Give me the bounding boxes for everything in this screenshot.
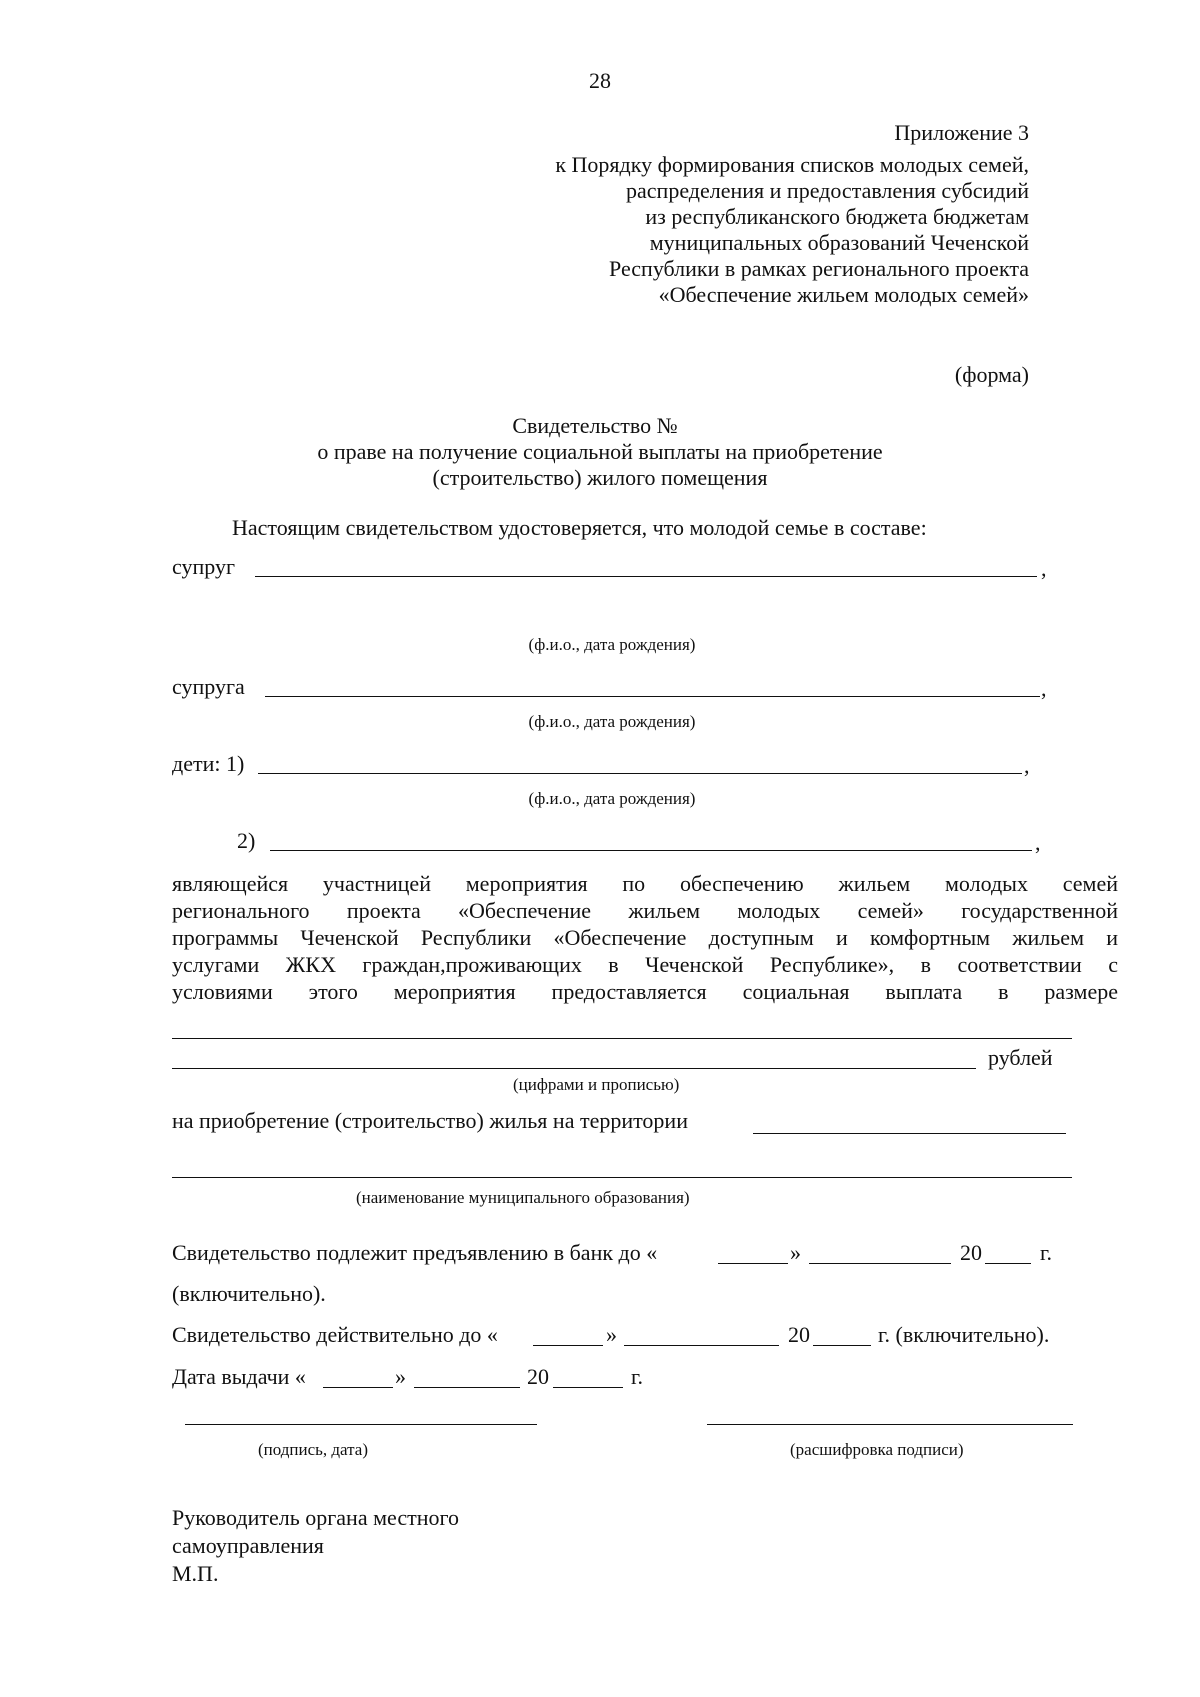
issue-month-field[interactable] — [414, 1387, 520, 1388]
bank-deadline-text: Свидетельство подлежит предъявлению в банк до « — [172, 1240, 658, 1265]
bank-year-suffix: г. — [1040, 1240, 1053, 1265]
appendix-line: муниципальных образований Чеченской — [649, 230, 1029, 255]
spouse-m-field[interactable] — [255, 576, 1037, 577]
form-label: (форма) — [954, 362, 1029, 387]
bank-quote-close: » — [790, 1240, 801, 1265]
bank-year-field[interactable] — [985, 1263, 1031, 1264]
valid-until-text: Свидетельство действительно до « — [172, 1322, 498, 1347]
issue-quote-close: » — [395, 1364, 406, 1389]
signature-field[interactable] — [185, 1424, 537, 1425]
issue-year-field[interactable] — [553, 1387, 623, 1388]
bank-month-field[interactable] — [809, 1263, 951, 1264]
spouse-f-comma: , — [1041, 676, 1047, 701]
certificate-title — [0, 413, 1200, 439]
body-line: являющейся участницей мероприятия по обеспечению жильем молодых семей — [172, 871, 1118, 896]
children-label: дети: 1) — [172, 751, 245, 776]
child-1-field[interactable] — [258, 773, 1022, 774]
child-1-hint: (ф.и.о., дата рождения) — [528, 789, 696, 808]
valid-year-prefix: 20 — [788, 1322, 810, 1347]
body-line: услугами ЖКХ граждан,проживающих в Чеченской Республике», в соответствии с — [172, 952, 1118, 977]
intro-text: Настоящим свидетельством удостоверяется, что молодой семье в составе: — [232, 515, 927, 540]
appendix-line: к Порядку формирования списков молодых семей, — [555, 152, 1029, 177]
spouse-f-label: супруга — [172, 674, 245, 699]
appendix-line: Республики в рамках регионального проекта — [609, 256, 1029, 281]
appendix-line: «Обеспечение жильем молодых семей» — [658, 282, 1029, 307]
amount-currency: рублей — [988, 1045, 1053, 1070]
body-line: регионального проекта «Обеспечение жильем молодых семей» государственной — [172, 898, 1118, 923]
territory-field-inline[interactable] — [753, 1133, 1066, 1134]
appendix-line: из республиканского бюджета бюджетам — [645, 204, 1029, 229]
signature-decoding-hint: (расшифровка подписи) — [790, 1440, 964, 1459]
signature-decoding-field[interactable] — [707, 1424, 1073, 1425]
spouse-f-hint: (ф.и.о., дата рождения) — [528, 712, 696, 731]
issue-year-suffix: г. — [631, 1364, 644, 1389]
spouse-f-field[interactable] — [265, 696, 1040, 697]
issue-year-prefix: 20 — [527, 1364, 549, 1389]
body-line: программы Чеченской Республики «Обеспечение доступным и комфортным жильем и — [172, 925, 1118, 950]
self-government: самоуправления — [172, 1533, 324, 1558]
child-2-comma: , — [1035, 830, 1041, 855]
valid-suffix: г. (включительно). — [878, 1322, 1050, 1347]
signature-hint: (подпись, дата) — [258, 1440, 369, 1459]
body-line: условиями этого мероприятия предоставляется социальная выплата в размере — [172, 979, 1118, 1004]
valid-month-field[interactable] — [624, 1345, 779, 1346]
spouse-m-label: супруг — [172, 554, 235, 579]
valid-day-field[interactable] — [533, 1345, 603, 1346]
child-1-comma: , — [1024, 753, 1030, 778]
child-2-label: 2) — [237, 828, 256, 853]
issue-date-text: Дата выдачи « — [172, 1364, 306, 1389]
territory-hint: (наименование муниципального образования) — [356, 1188, 690, 1207]
bank-day-field[interactable] — [718, 1263, 788, 1264]
bank-year-prefix: 20 — [960, 1240, 982, 1265]
page-number: 28 — [589, 68, 611, 93]
amount-field-line-2[interactable] — [172, 1068, 976, 1069]
territory-label: на приобретение (строительство) жилья на территории — [172, 1108, 688, 1133]
amount-field-line-1[interactable] — [172, 1038, 1072, 1039]
valid-quote-close: » — [606, 1322, 617, 1347]
valid-year-field[interactable] — [813, 1345, 871, 1346]
appendix-line: распределения и предоставления субсидий — [626, 178, 1029, 203]
certificate-subtitle-1: о праве на получение социальной выплаты на приобретение — [317, 439, 883, 464]
spouse-m-comma: , — [1041, 556, 1047, 581]
inclusive-text: (включительно). — [172, 1281, 326, 1306]
certificate-subtitle-2: (строительство) жилого помещения — [432, 465, 768, 490]
issue-day-field[interactable] — [323, 1387, 393, 1388]
child-2-field[interactable] — [270, 850, 1032, 851]
territory-field[interactable] — [172, 1177, 1072, 1178]
appendix-title: Приложение 3 — [894, 120, 1029, 145]
amount-hint: (цифрами и прописью) — [513, 1075, 680, 1094]
head-of-authority: Руководитель органа местного — [172, 1505, 459, 1530]
seal-place: М.П. — [172, 1561, 219, 1586]
spouse-m-hint: (ф.и.о., дата рождения) — [528, 635, 696, 654]
certificate-title-number: Свидетельство № — [512, 413, 678, 438]
